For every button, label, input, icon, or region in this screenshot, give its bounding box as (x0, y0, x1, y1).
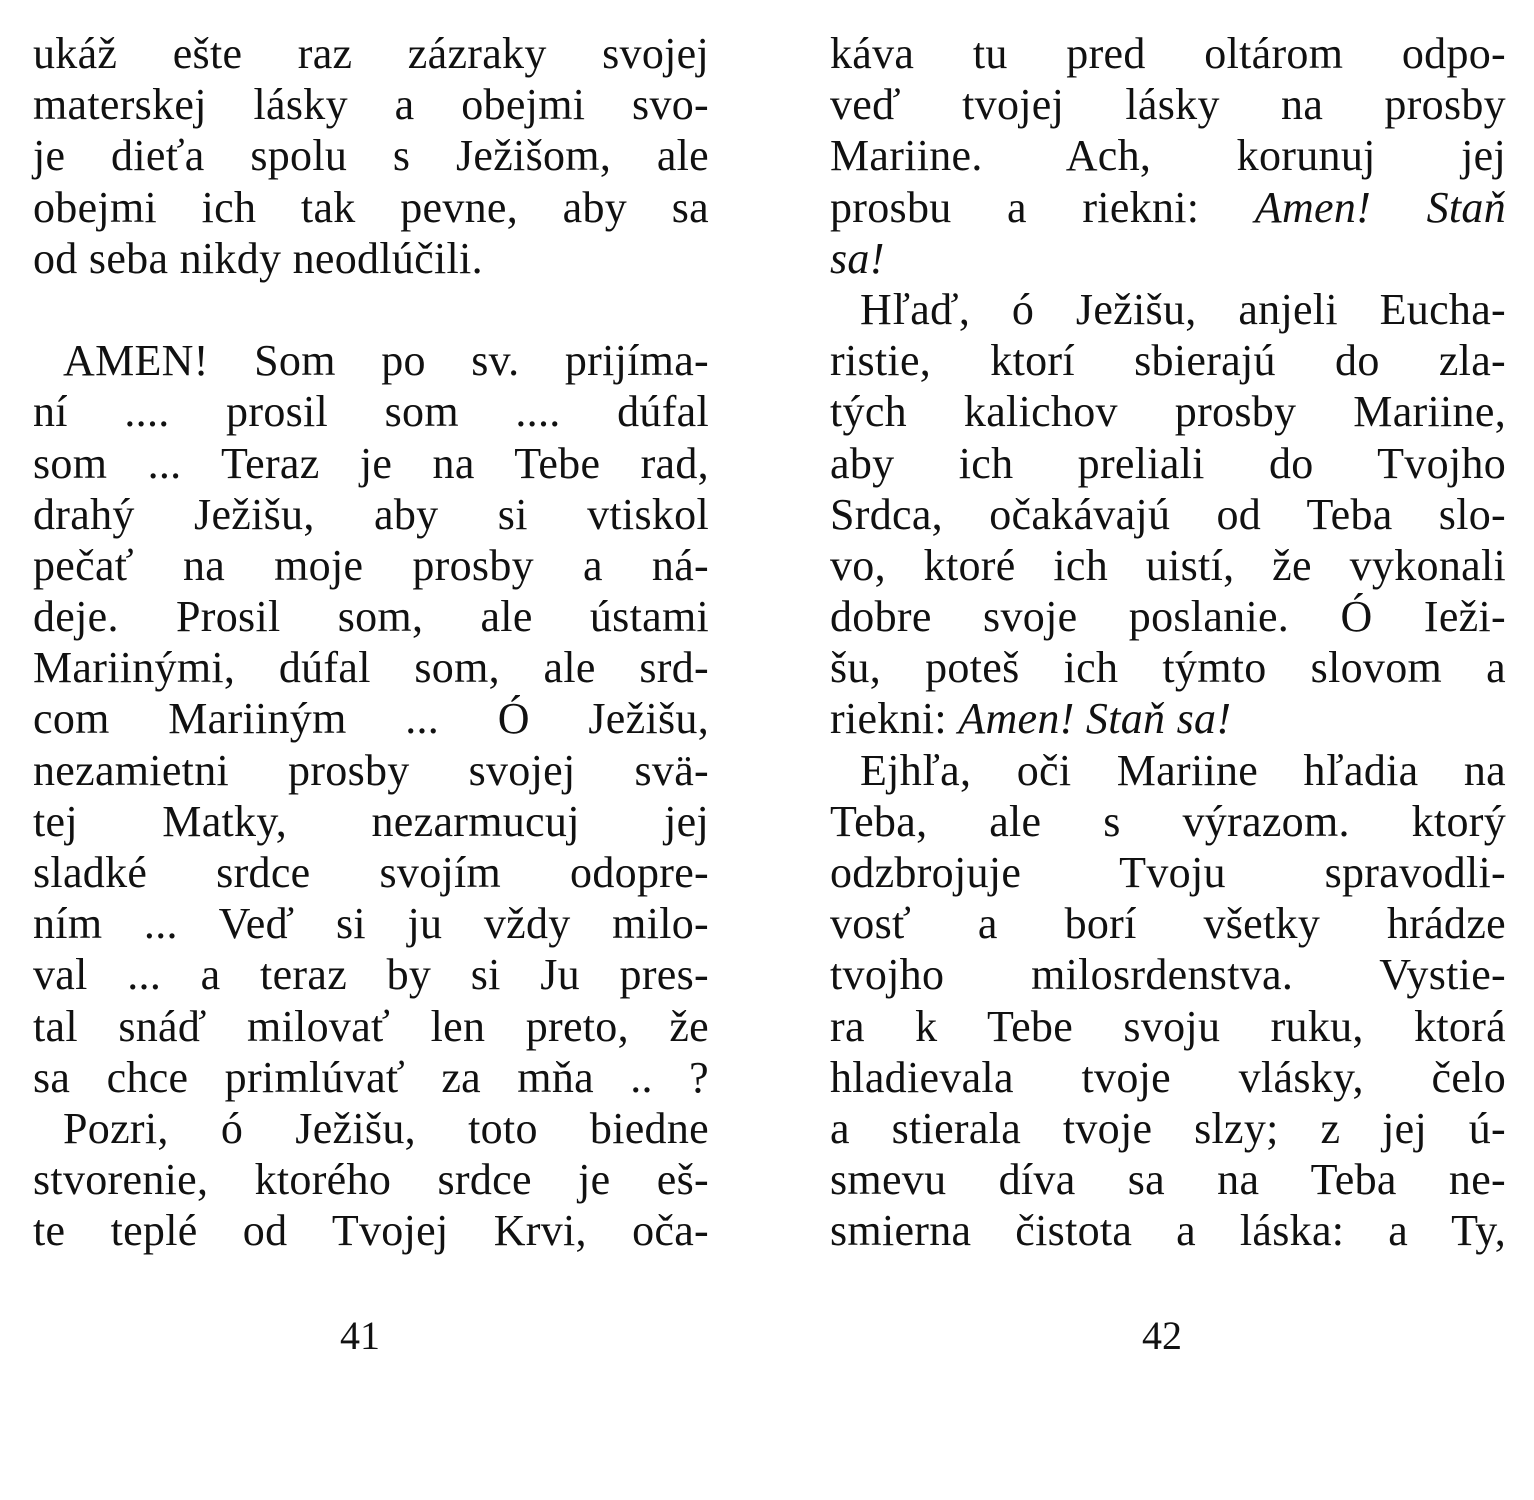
text-line: káva tu pred oltárom odpo- (830, 29, 1506, 78)
italic-text: Amen! Staň (1254, 182, 1506, 232)
text-line: tej Matky, nezarmucuj jej (33, 796, 709, 846)
text-line: AMEN! Som po sv. prijíma- (63, 336, 709, 386)
text-line (830, 693, 1506, 744)
text-line: vo, ktoré ich uistí, že vykonali (830, 540, 1506, 590)
right-page (830, 28, 1506, 1257)
page-number-right: 42 (1142, 1313, 1182, 1358)
text-line: odzbrojuje Tvoju spravodli- (830, 848, 1506, 897)
text-line: Pozri, ó Ježišu, toto biedne (63, 1103, 709, 1153)
text-line: tých kalichov prosby Mariine, (830, 387, 1506, 437)
text-line: od seba nikdy neodlúčili. (33, 233, 483, 283)
text-line (830, 182, 1506, 233)
text-line: sa chce primlúvať za mňa .. ? (33, 1052, 709, 1102)
text-line: som ... Teraz je na Tebe rad, (33, 438, 709, 488)
text-line: ní .... prosil som .... dúfal (33, 387, 709, 437)
text-line: materskej lásky a obejmi svo- (33, 80, 709, 130)
text-line: com Mariiným ... Ó Ježišu, (33, 694, 709, 744)
text-line: sladké srdce svojím odopre- (33, 848, 709, 897)
text-line: dobre svoje poslanie. Ó Ieži- (830, 592, 1506, 642)
text-segment: riekni: (830, 694, 959, 744)
text-line: ra k Tebe svoju ruku, ktorá (830, 1001, 1506, 1051)
text-line: aby ich preliali do Tvojho (830, 438, 1506, 488)
text-line: Mariine. Ach, korunuj jej (830, 131, 1506, 181)
text-line: nezamietni prosby svojej svä- (33, 745, 709, 795)
text-line: ristie, ktorí sbierajú do zla- (830, 336, 1506, 386)
text-line: te teplé od Tvojej Krvi, oča- (33, 1206, 709, 1256)
text-line: je dieťa spolu s Ježišom, ale (33, 131, 709, 181)
text-line: obejmi ich tak pevne, aby sa (33, 182, 709, 232)
text-line: Srdca, očakávajú od Teba slo- (830, 489, 1506, 539)
text-line: stvorenie, ktorého srdce je eš- (33, 1155, 709, 1205)
text-line: Mariinými, dúfal som, ale srd- (33, 643, 709, 693)
text-line: veď tvojej lásky na prosby (830, 80, 1506, 130)
text-line: tal snáď milovať len preto, že (33, 1001, 709, 1051)
text-line: deje. Prosil som, ale ústami (33, 592, 709, 642)
italic-text: sa! (830, 233, 885, 283)
text-line: drahý Ježišu, aby si vtiskol (33, 489, 709, 539)
text-line: Hľaď, ó Ježišu, anjeli Eucha- (860, 284, 1506, 334)
text-line: šu, poteš ich týmto slovom a (830, 643, 1506, 693)
page-number-left: 41 (340, 1313, 380, 1358)
paragraph-gap (33, 284, 709, 335)
text-line: smierna čistota a láska: a Ty, (830, 1206, 1506, 1256)
text-line: vosť a borí všetky hrádze (830, 899, 1506, 949)
text-line: a stierala tvoje slzy; z jej ú- (830, 1103, 1506, 1153)
text-line: val ... a teraz by si Ju pres- (33, 950, 709, 1000)
text-segment: prosbu a riekni: (830, 182, 1255, 232)
text-line: ukáž ešte raz zázraky svojej (33, 29, 709, 78)
text-line: Ejhľa, oči Mariine hľadia na (860, 745, 1506, 795)
italic-text: Amen! Staň sa! (958, 694, 1232, 744)
left-page (33, 28, 709, 1257)
text-line (830, 233, 1506, 284)
text-line: smevu díva sa na Teba ne- (830, 1155, 1506, 1205)
text-line: pečať na moje prosby a ná- (33, 540, 709, 590)
text-line: ním ... Veď si ju vždy milo- (33, 899, 709, 949)
text-line: hladievala tvoje vlásky, čelo (830, 1052, 1506, 1102)
text-line: Teba, ale s výrazom. ktorý (830, 796, 1506, 846)
text-line: tvojho milosrdenstva. Vystie- (830, 950, 1506, 1000)
